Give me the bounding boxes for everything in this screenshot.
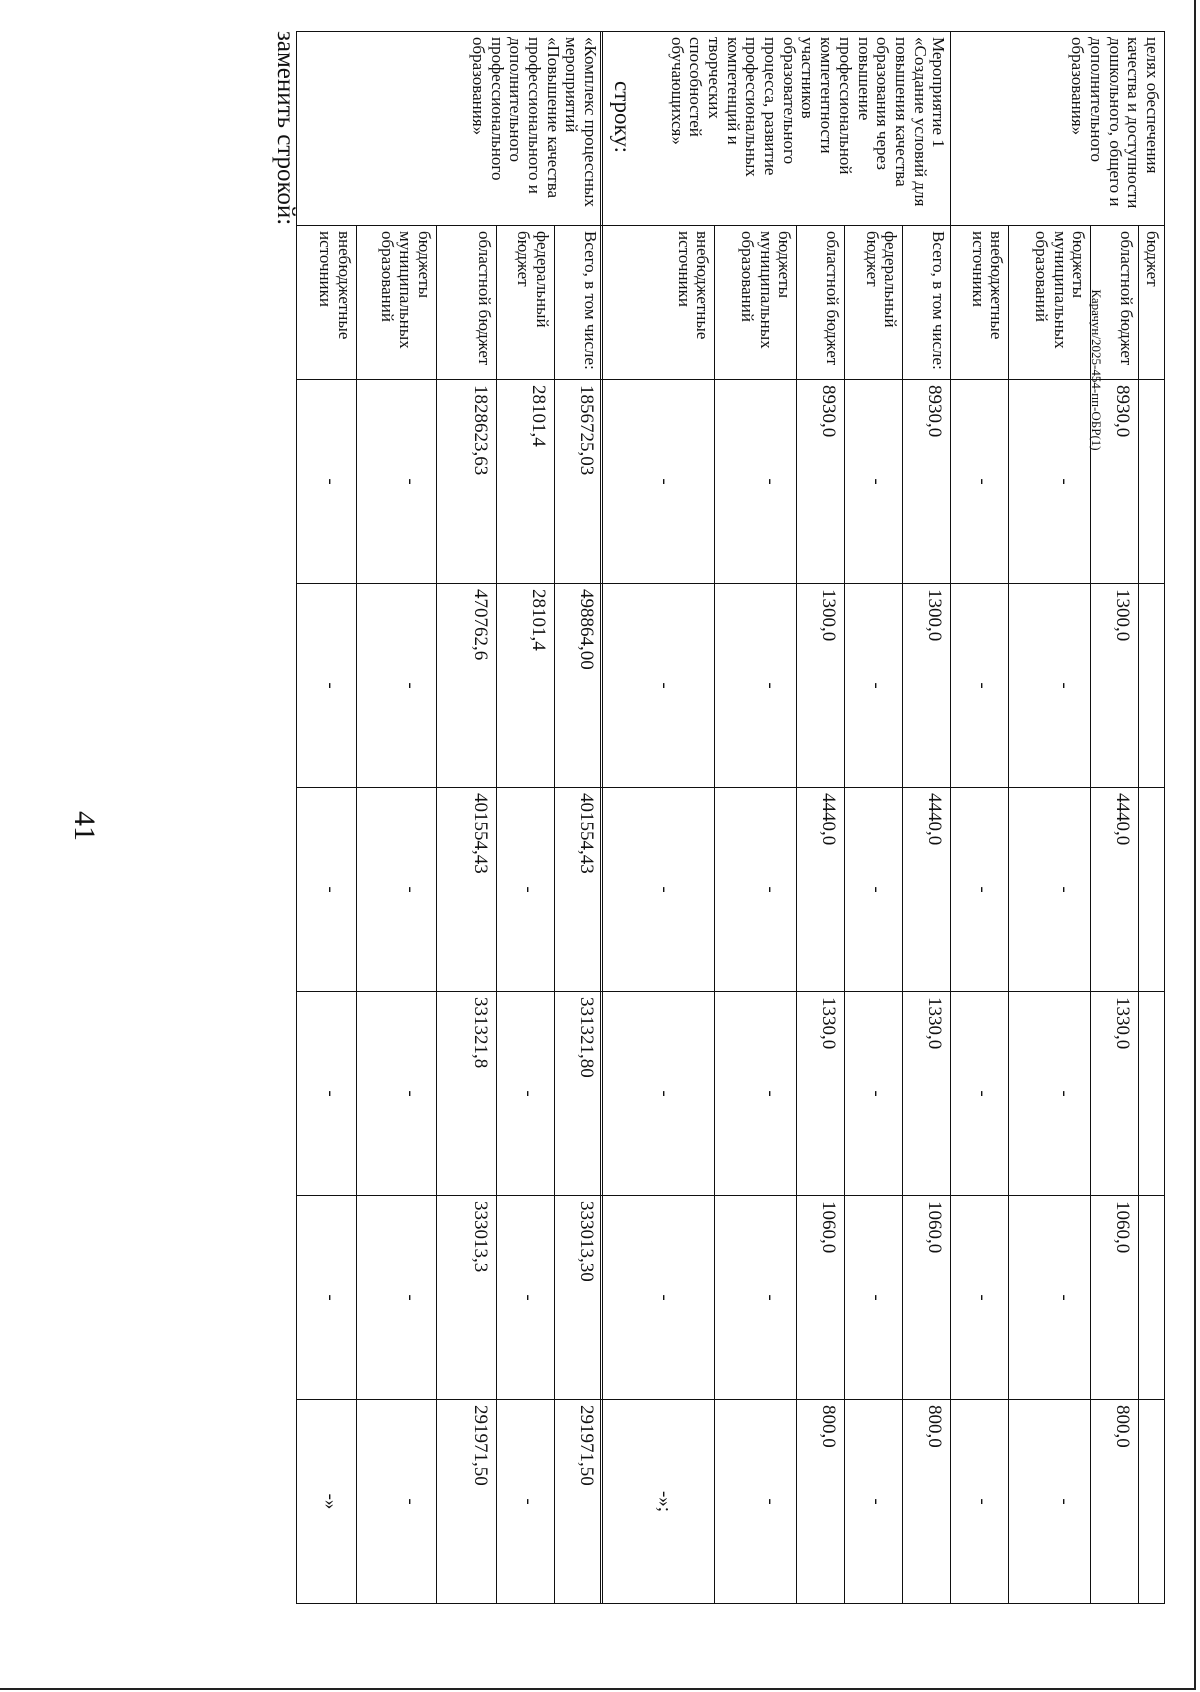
value-cell: 291971,50 [555, 1400, 603, 1604]
value-cell: 333013,30 [555, 1196, 603, 1400]
value-cell: 401554,43 [555, 788, 603, 992]
value-cell: 8930,0 [903, 380, 951, 584]
value-cell: - [951, 992, 1009, 1196]
value-cell: 1300,0 [1091, 584, 1139, 788]
table-row [1139, 32, 1165, 1604]
value-cell: - [297, 992, 357, 1196]
value-cell: - [951, 1196, 1009, 1400]
table-row [951, 32, 1009, 1604]
value-cell: - [1009, 1196, 1091, 1400]
value-cell: 333013,3 [437, 1196, 497, 1400]
value-cell: - [845, 1196, 903, 1400]
value-cell [1139, 584, 1165, 788]
value-cell: - [1009, 1400, 1091, 1604]
source-cell: внебюджетные источники [951, 226, 1009, 380]
source-cell: бюджет [1139, 226, 1165, 380]
value-cell: - [715, 788, 797, 992]
source-cell: бюджеты муниципальных образований [1009, 226, 1091, 380]
value-cell: - [601, 992, 715, 1196]
value-cell: 8930,0 [1091, 380, 1139, 584]
value-cell: - [845, 1400, 903, 1604]
value-cell: 4440,0 [903, 788, 951, 992]
source-cell: федеральный бюджет [845, 226, 903, 380]
value-cell: 498864,00 [555, 584, 603, 788]
value-cell: - [845, 584, 903, 788]
value-cell: 1330,0 [797, 992, 845, 1196]
value-cell: - [601, 584, 715, 788]
table-row [797, 32, 845, 1604]
table-row [555, 32, 603, 1604]
value-cell: - [951, 380, 1009, 584]
value-cell [1139, 1400, 1165, 1604]
value-cell: - [1009, 380, 1091, 584]
value-cell: 1828623,63 [437, 380, 497, 584]
value-cell: - [357, 1400, 437, 1604]
table-row [357, 32, 437, 1604]
table-row [1091, 32, 1139, 1604]
value-cell: - [715, 992, 797, 1196]
value-cell: 4440,0 [797, 788, 845, 992]
value-cell: - [845, 380, 903, 584]
table-row [601, 32, 715, 1604]
source-cell: бюджеты муниципальных образований [357, 226, 437, 380]
value-cell: - [601, 380, 715, 584]
value-cell: - [1009, 584, 1091, 788]
label-stroku: строку: [610, 81, 635, 153]
value-cell: 1330,0 [903, 992, 951, 1196]
value-cell: - [715, 1196, 797, 1400]
table-row [903, 32, 951, 1604]
document-code: Карачун/2025-454-пп-ОБР(1) [1089, 289, 1104, 451]
value-cell: - [497, 992, 555, 1196]
value-cell: - [1009, 992, 1091, 1196]
value-cell: - [497, 1196, 555, 1400]
value-cell: - [715, 1400, 797, 1604]
value-cell: - [357, 788, 437, 992]
value-cell: 291971,50 [437, 1400, 497, 1604]
page-number: 41 [68, 811, 101, 841]
value-cell: 1300,0 [797, 584, 845, 788]
value-cell: 401554,43 [437, 788, 497, 992]
value-cell: - [1009, 788, 1091, 992]
value-cell: 1060,0 [903, 1196, 951, 1400]
rotated-page-content [165, 31, 1165, 1651]
table-row [845, 32, 903, 1604]
value-cell: -»; [601, 1400, 715, 1604]
value-cell: 28101,4 [497, 584, 555, 788]
table-row [497, 32, 555, 1604]
value-cell: 8930,0 [797, 380, 845, 584]
table-row [1009, 32, 1091, 1604]
value-cell: - [357, 380, 437, 584]
source-cell: областной бюджет [1091, 226, 1139, 380]
value-cell: - [357, 1196, 437, 1400]
table-row [297, 32, 357, 1604]
budget-table-old [600, 31, 1165, 1604]
source-cell: Всего, в том числе: [555, 226, 603, 380]
table-row [715, 32, 797, 1604]
value-cell [1139, 992, 1165, 1196]
value-cell: - [951, 788, 1009, 992]
source-cell: внебюджетные источники [601, 226, 715, 380]
value-cell: - [715, 584, 797, 788]
source-cell: внебюджетные источники [297, 226, 357, 380]
value-cell: - [845, 788, 903, 992]
value-cell [1139, 788, 1165, 992]
value-cell: - [297, 380, 357, 584]
source-cell: областной бюджет [797, 226, 845, 380]
source-cell: Всего, в том числе: [903, 226, 951, 380]
value-cell: 1060,0 [1091, 1196, 1139, 1400]
source-cell: областной бюджет [437, 226, 497, 380]
value-cell [1139, 380, 1165, 584]
value-cell: 4440,0 [1091, 788, 1139, 992]
value-cell: 1330,0 [1091, 992, 1139, 1196]
value-cell: 800,0 [903, 1400, 951, 1604]
value-cell: -» [297, 1400, 357, 1604]
value-cell: - [601, 788, 715, 992]
value-cell: 331321,80 [555, 992, 603, 1196]
value-cell: - [951, 1400, 1009, 1604]
value-cell: 800,0 [797, 1400, 845, 1604]
value-cell: - [497, 1400, 555, 1604]
table-row [437, 32, 497, 1604]
value-cell [1139, 1196, 1165, 1400]
value-cell: - [297, 1196, 357, 1400]
value-cell: - [357, 992, 437, 1196]
value-cell: 1856725,03 [555, 380, 603, 584]
value-cell: 28101,4 [497, 380, 555, 584]
value-cell: - [845, 992, 903, 1196]
value-cell: 1300,0 [903, 584, 951, 788]
value-cell: - [297, 788, 357, 992]
value-cell: 800,0 [1091, 1400, 1139, 1604]
budget-table-new [296, 31, 603, 1604]
value-cell: - [951, 584, 1009, 788]
value-cell: - [497, 788, 555, 992]
value-cell: - [297, 584, 357, 788]
source-cell: федеральный бюджет [497, 226, 555, 380]
value-cell: 1060,0 [797, 1196, 845, 1400]
program-name-cell: целях обеспечения качества и доступности дошкольного, общего и дополнительного образования» [951, 32, 1165, 226]
measure-name-cell: Мероприятие 1 «Создание условий для повышения качества образования через повышение профессиональной компетентности участников образовательного процесса, развитие профессиональных компетенций и творческих способностей обучающихся» [601, 32, 951, 226]
value-cell: - [601, 1196, 715, 1400]
value-cell: 470762,6 [437, 584, 497, 788]
source-cell: бюджеты муниципальных образований [715, 226, 797, 380]
program-name-cell: «Комплекс процессных мероприятий «Повышение качества профессионального и дополнительного профессионального образования» [297, 32, 603, 226]
value-cell: - [357, 584, 437, 788]
label-zamenit: заменить строкой: [272, 31, 299, 226]
value-cell: - [715, 380, 797, 584]
value-cell: 331321,8 [437, 992, 497, 1196]
